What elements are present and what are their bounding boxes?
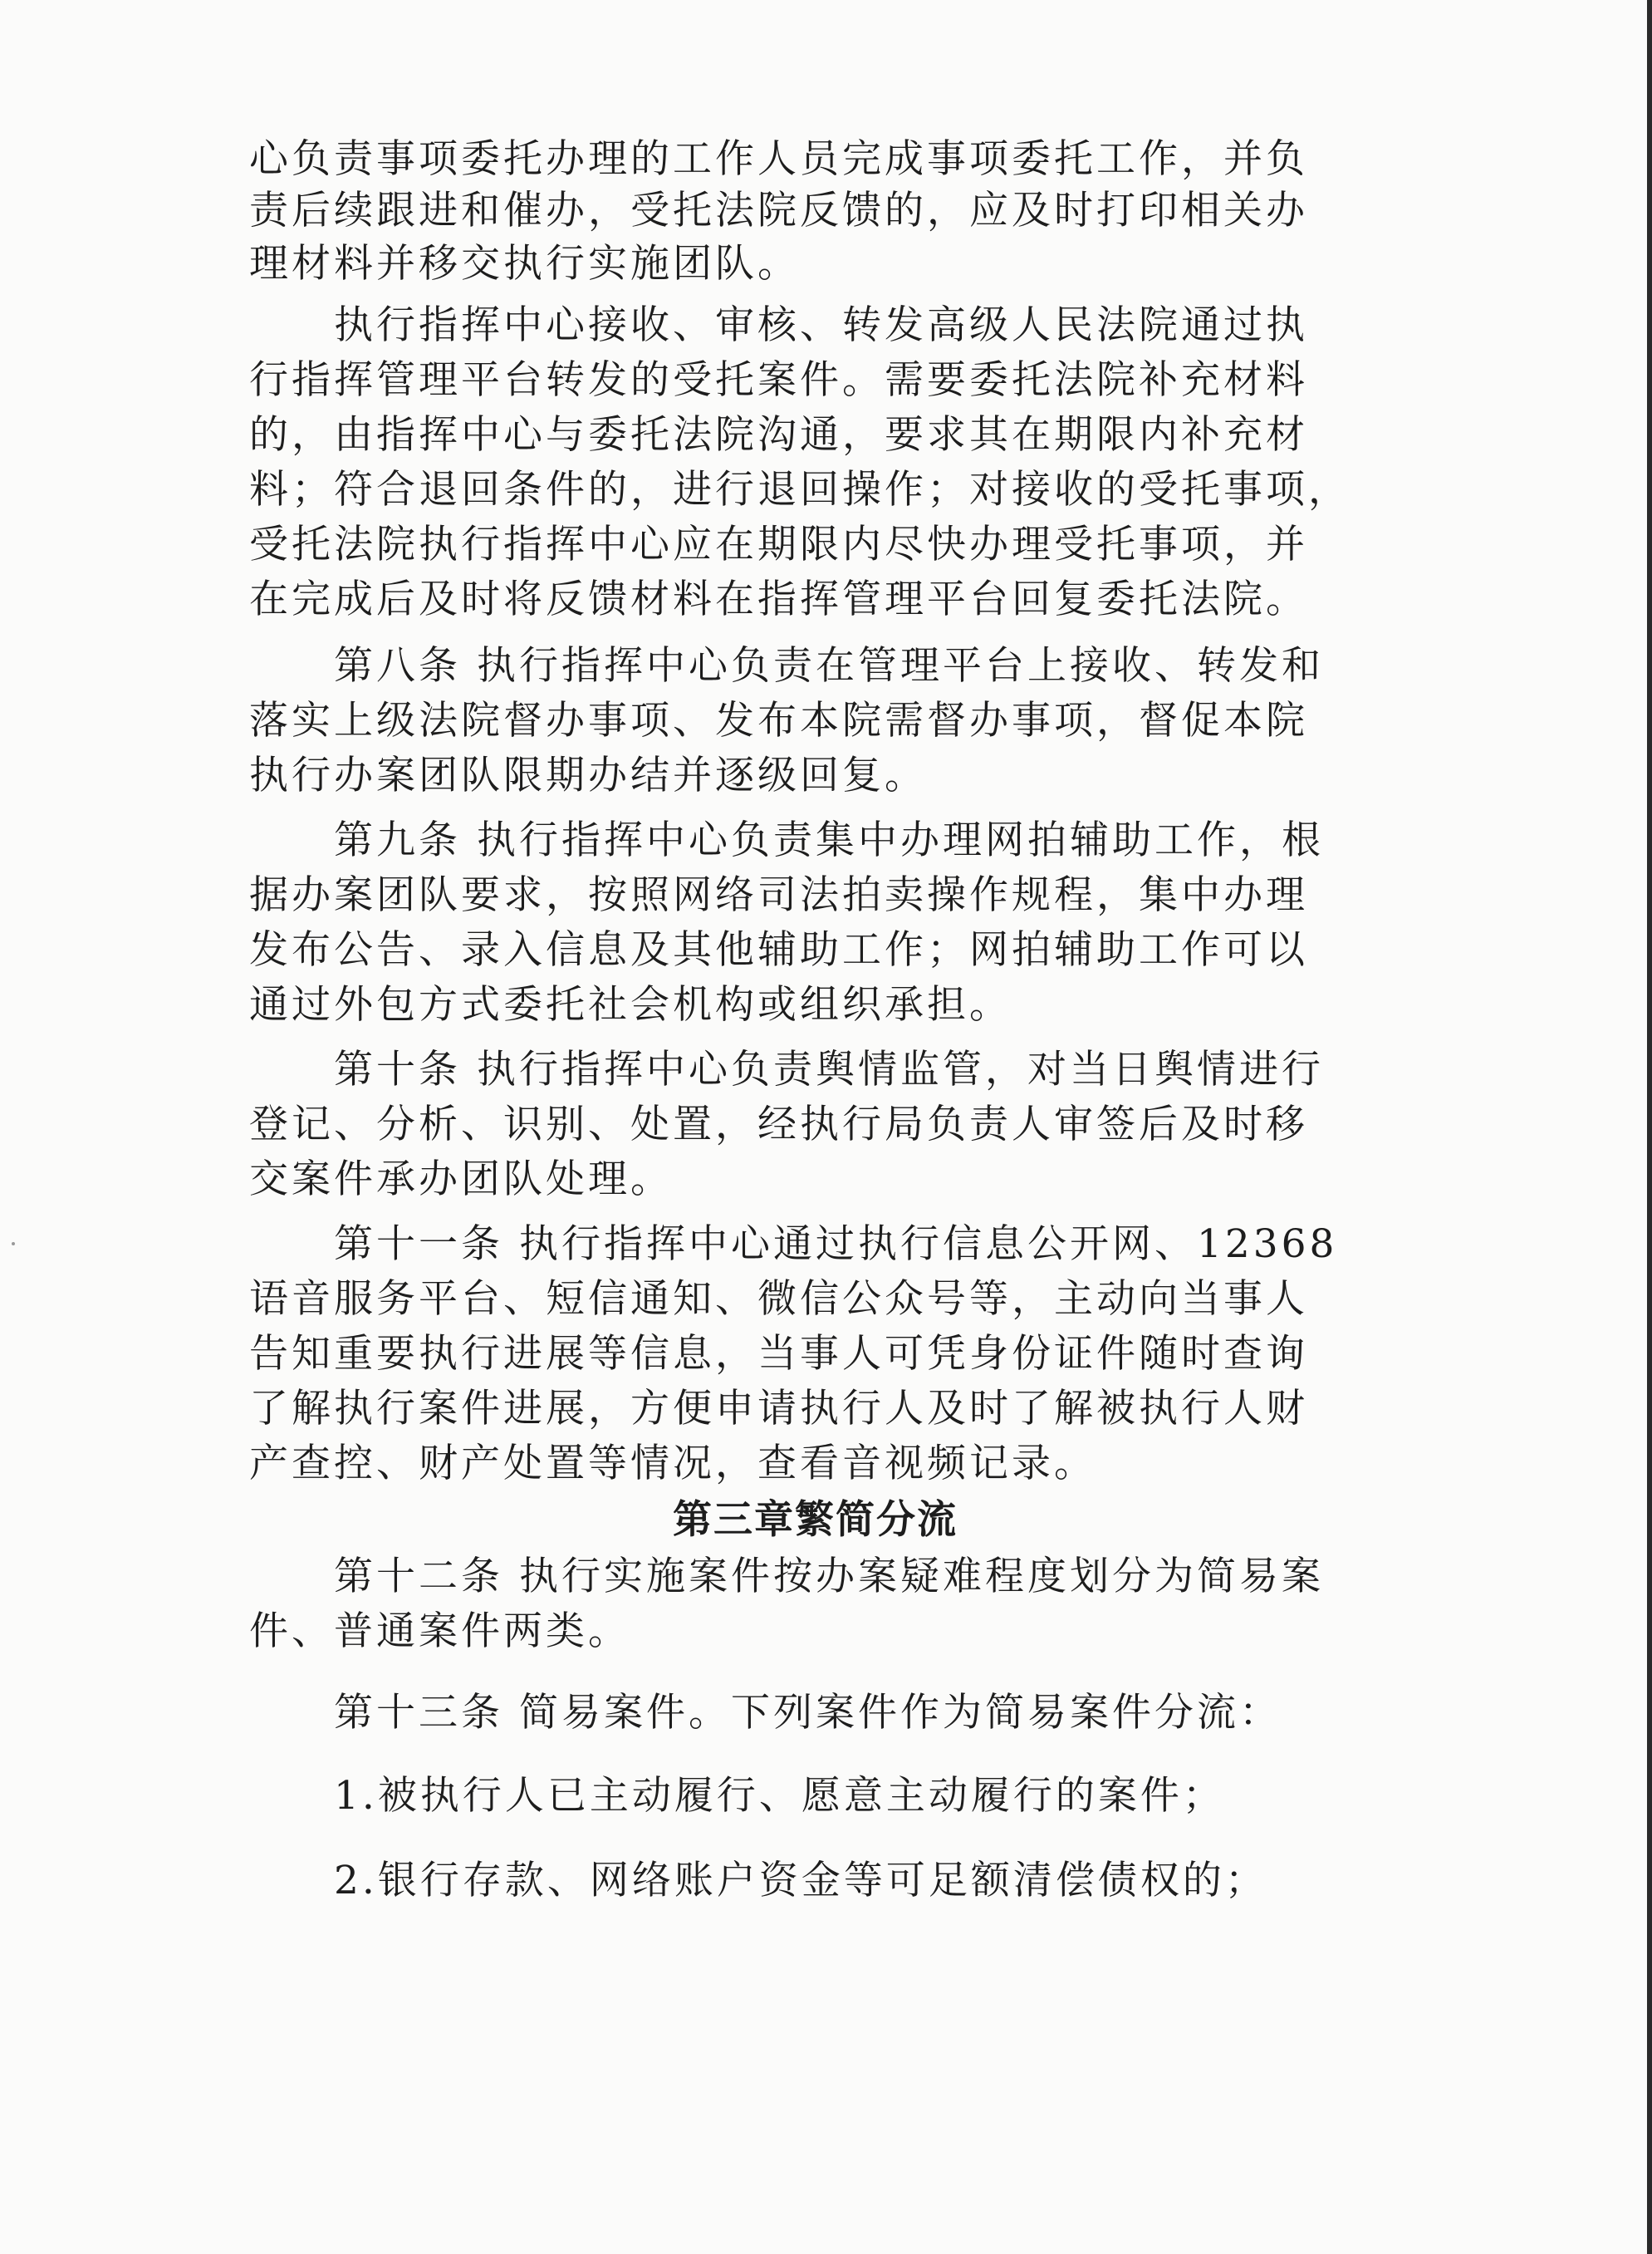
body-line: 发布公告、录入信息及其他辅助工作；网拍辅助工作可以 — [249, 927, 1308, 973]
body-line: 产查控、财产处置等情况，查看音视频记录。 — [249, 1441, 1096, 1486]
scan-edge — [1647, 0, 1652, 2254]
article-13-line: 第十三条 简易案件。下列案件作为简易案件分流： — [334, 1690, 1282, 1736]
body-line: 行指挥管理平台转发的受托案件。需要委托法院补充材料 — [249, 357, 1308, 403]
article-12-line: 第十二条 执行实施案件按办案疑难程度划分为简易案 — [334, 1554, 1324, 1599]
body-line: 执行指挥中心接收、审核、转发高级人民法院通过执 — [334, 302, 1308, 348]
scan-speck — [12, 1242, 15, 1245]
body-line: 落实上级法院督办事项、发布本院需督办事项，督促本院 — [249, 698, 1308, 744]
list-item-2: 2.银行存款、网络账户资金等可足额清偿债权的； — [334, 1858, 1267, 1903]
body-line: 通过外包方式委托社会机构或组织承担。 — [249, 982, 1012, 1028]
body-line: 料；符合退回条件的，进行退回操作；对接收的受托事项， — [249, 467, 1351, 513]
body-line: 心负责事项委托办理的工作人员完成事项委托工作，并负 — [249, 136, 1308, 182]
document-page — [249, 0, 1412, 2254]
list-item-1: 1.被执行人已主动履行、愿意主动履行的案件； — [334, 1773, 1225, 1819]
body-line: 据办案团队要求，按照网络司法拍卖操作规程，集中办理 — [249, 872, 1308, 918]
body-line: 件、普通案件两类。 — [249, 1608, 630, 1654]
body-line: 交案件承办团队处理。 — [249, 1156, 673, 1202]
body-line: 在完成后及时将反馈材料在指挥管理平台回复委托法院。 — [249, 577, 1308, 622]
article-9-line: 第九条 执行指挥中心负责集中办理网拍辅助工作，根 — [334, 818, 1324, 863]
article-10-line: 第十条 执行指挥中心负责舆情监管，对当日舆情进行 — [334, 1047, 1324, 1093]
article-11-line: 第十一条 执行指挥中心通过执行信息公开网、12368 — [334, 1221, 1338, 1267]
body-line: 语音服务平台、短信通知、微信公众号等，主动向当事人 — [249, 1276, 1308, 1322]
article-8-line: 第八条 执行指挥中心负责在管理平台上接收、转发和 — [334, 643, 1324, 689]
body-line: 的，由指挥中心与委托法院沟通，要求其在期限内补充材 — [249, 412, 1308, 458]
body-line: 执行办案团队限期办结并逐级回复。 — [249, 753, 927, 798]
body-line: 责后续跟进和催办，受托法院反馈的，应及时打印相关办 — [249, 188, 1308, 233]
chapter-heading: 第三章繁简分流 — [673, 1497, 958, 1543]
body-line: 登记、分析、识别、处置，经执行局负责人审签后及时移 — [249, 1102, 1308, 1147]
body-line: 受托法院执行指挥中心应在期限内尽快办理受托事项，并 — [249, 522, 1308, 567]
body-line: 告知重要执行进展等信息，当事人可凭身份证件随时查询 — [249, 1331, 1308, 1377]
body-line: 了解执行案件进展，方便申请执行人及时了解被执行人财 — [249, 1386, 1308, 1431]
body-line: 理材料并移交执行实施团队。 — [249, 241, 800, 287]
